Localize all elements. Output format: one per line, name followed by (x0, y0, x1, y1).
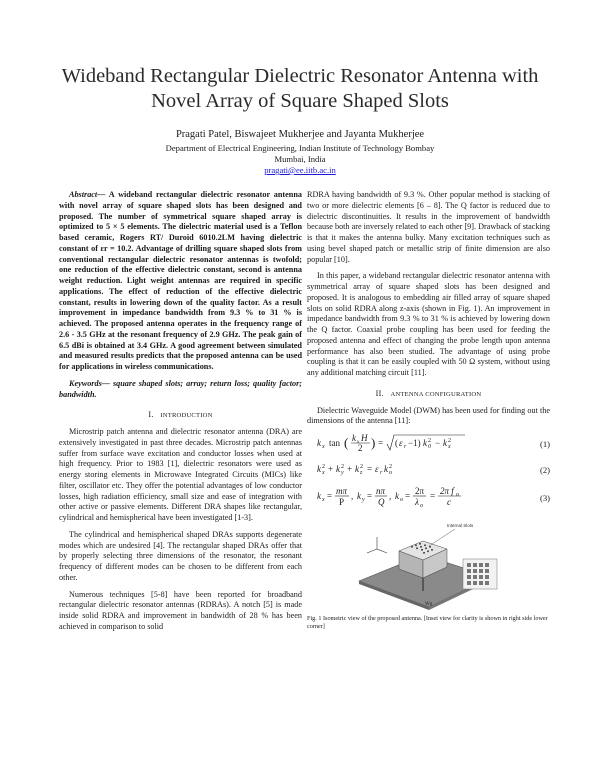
svg-text:−1): −1) (408, 437, 421, 448)
svg-text:k: k (317, 490, 321, 501)
section-heading-antenna-configuration (307, 389, 550, 401)
right-column (307, 190, 550, 631)
svg-text:r: r (404, 443, 407, 450)
intro-paragraph-3: Numerous techniques [5-8] have been reported for broadband rectangular dielectric resonator antennas (RDRAs). A notch [5] is made inside solid RDRA and improvement in bandwidth of 28 % has been achieved in comparison to solid (59, 589, 302, 631)
svg-text:r: r (380, 469, 383, 476)
svg-text:y: y (341, 469, 344, 476)
equation-2-math (315, 458, 485, 480)
authors: Pragati Patel, Biswajeet Mukherjee and Jayanta Mukherjee (175, 129, 425, 140)
svg-text:−: − (435, 437, 441, 448)
svg-text:k: k (336, 463, 340, 474)
equation-2-number: (2) (539, 464, 550, 475)
svg-text:k: k (443, 437, 447, 448)
svg-text:k: k (352, 432, 356, 443)
svg-text:2π f: 2π f (440, 485, 454, 496)
svg-text:2: 2 (428, 437, 431, 444)
svg-text:k: k (317, 463, 321, 474)
svg-text:k: k (317, 437, 321, 448)
svg-text:x: x (322, 443, 325, 450)
svg-text:0: 0 (428, 443, 431, 450)
left-column (59, 190, 302, 639)
right-paragraph-2: In this paper, a wideband rectangular dielectric resonator antenna with symmetrical array of square shaped slots has been designed and proposed. It is analogous to embedding air filled array of square shaped slots on solid RDRA along z-axis (shown in Fig. 1). An improvement in impedance bandwidth from 9.3 % to 31 % is achieved by lowering down the Q factor. Coaxial probe coupling has been used for feeding the proposed antenna and effect of changing the probe length upon antenna performance has also been studied. The advantage of using probe coupling is that it can be easily coupled with 50 Ω system, without using any additional matching circuit [11]. (307, 271, 550, 377)
svg-text:=: = (367, 463, 373, 474)
equation-3 (307, 485, 550, 511)
equation-1-body (307, 432, 522, 457)
section-title: INTRODUCTION (160, 412, 213, 420)
svg-text:(: ( (344, 434, 349, 450)
svg-text:z: z (360, 469, 363, 476)
svg-text:o: o (389, 469, 392, 476)
svg-text:o: o (456, 491, 459, 498)
figure-1 (307, 519, 550, 611)
svg-text:(: ( (395, 437, 398, 448)
svg-text:2: 2 (389, 463, 392, 470)
intro-paragraph-2: The cylindrical and hemispherical shaped DRAs supports degenerate modes which are undesired [4]. The rectangular shaped DRAs offer that by properly selecting three dimensions of the resonator, the resonant frequency of different modes can be chosen to be different from each other. (59, 529, 302, 582)
equation-1-math (315, 432, 485, 454)
equation-3-math (315, 484, 505, 510)
svg-text:): ) (371, 434, 376, 450)
equation-1 (307, 433, 550, 455)
section-title: ANTENNA CONFIGURATION (390, 390, 482, 398)
svg-text:x: x (322, 469, 325, 476)
intro-paragraph-1: Microstrip patch antenna and dielectric resonator antenna (DRA) are extensively investigated in past three decades. Microstrip patch antennas suffer from surface wave excitation and conductor losses when used at high frequency. Prior to 1983 [1], dielectric resonators were used as energy storing elements in Microwave Integrated Circuits (MICs) like filter, oscillator etc. They offer the potential advantages of low conductor losses, high radiation efficiency, small size and ease of integration with other active or passive elements. Different DRA shapes like rectangular, cylindrical and hemispherical have been investigated [1-3]. (59, 427, 302, 522)
right-paragraph-1: RDRA having bandwidth of 9.3 %. Other popular method is stacking of two or more dielectric elements [6 – 8]. The Q factor is reduced due to dielectric discontinuities. It results in the improvement of bandwidth because both are inversely related to each other [9]. Drawback of stacking is that it makes the antenna bulky. Many excitation techniques such as using bevel shaped patch or metallic strip of finite dimension are also popular [10]. (307, 190, 550, 264)
email-link[interactable]: pragati@ee.iitb.ac.in (264, 165, 336, 175)
equation-2 (307, 459, 550, 481)
svg-text:=: = (430, 490, 436, 501)
svg-text:k: k (357, 490, 361, 501)
right-paragraph-3: Dielectric Waveguide Model (DWM) has been used for finding out the dimensions of the antenna [11]: (307, 405, 550, 426)
svg-text:,: , (389, 490, 392, 501)
svg-text:,: , (351, 490, 354, 501)
svg-text:2: 2 (341, 463, 344, 470)
location: Mumbai, India (274, 154, 326, 164)
figure-label-wg: Wg (425, 602, 433, 607)
svg-text:2: 2 (448, 437, 451, 444)
svg-text:H: H (361, 432, 368, 443)
equation-1-number: (1) (539, 438, 550, 449)
svg-text:2: 2 (322, 463, 325, 470)
svg-text:y: y (362, 496, 365, 503)
svg-text:k: k (355, 463, 359, 474)
svg-text:2: 2 (360, 463, 363, 470)
figure-label-internal-slots: Internal Slots (447, 523, 474, 528)
antenna-isometric-figure (307, 519, 550, 611)
svg-text:Q: Q (378, 496, 385, 507)
svg-text:2π: 2π (415, 485, 425, 496)
svg-text:k: k (384, 463, 388, 474)
svg-text:tan: tan (329, 437, 340, 448)
svg-text:ε: ε (399, 437, 403, 448)
equation-2-body (307, 458, 522, 483)
svg-text:x: x (448, 443, 451, 450)
svg-text:2: 2 (358, 442, 363, 453)
affiliation-block (40, 143, 560, 176)
abstract-lead: Abstract— (69, 190, 106, 199)
keywords: Keywords— square shaped slots; array; return loss; quality factor; bandwidth. (59, 378, 302, 399)
svg-text:ε: ε (375, 463, 379, 474)
svg-text:+: + (328, 463, 334, 474)
svg-text:=: = (327, 490, 333, 501)
affiliation: Department of Electrical Engineering, Indian Institute of Technology Bombay (165, 143, 435, 153)
svg-text:k: k (423, 437, 427, 448)
abstract-text: A wideband rectangular dielectric resonator antenna with novel array of square shaped slots has been designed and proposed. The number of symmetrical square shaped array is optimized to 5 × 5 elements. The dielectric material used is a Teflon based ceramic, Rogers RT/ Duroid 6010.2LM having dielectric constant of εr = 10.2. Advantage of drilling square shaped slots from conventional rectangular dielectric resonator antennas is twofold; one reduction of the effective dielectric constant, second is antenna weight reduction. Light weight antennas are required in specific applications. The effect of reduction of the effective dielectric constant, results in lowering down of the quality factor. As a result improvement in impedance bandwidth from 9.3 % to 31 % is achieved. The proposed antenna operates in the frequency range of 2.6 - 3.5 GHz at the resonant frequency of 2.9 GHz. The peak gain of 6.5 dBi is obtained at 3.4 GHz. A good agreement between simulated and measured results predicts that the proposed antenna can be used for applications in wireless communications. (59, 190, 302, 371)
svg-text:λ: λ (415, 496, 419, 507)
paper-title: Wideband Rectangular Dielectric Resonator Antenna with Novel Array of Square Shaped Slots (61, 65, 539, 112)
equation-3-body (307, 484, 522, 513)
svg-text:mπ: mπ (336, 485, 348, 496)
svg-text:x: x (357, 439, 360, 445)
figure-1-caption: Fig. 1 Isometric view of the proposed antenna. [Inset view for clarity is shown in right side lower corner] (307, 615, 548, 630)
section-number: I. (148, 410, 154, 420)
svg-text:nπ: nπ (376, 485, 386, 496)
svg-text:+: + (347, 463, 353, 474)
svg-text:x: x (322, 496, 325, 503)
section-heading-introduction (59, 410, 302, 422)
svg-text:o: o (420, 502, 423, 509)
equation-3-number: (3) (539, 492, 550, 503)
svg-text:=: = (405, 490, 411, 501)
svg-text:c: c (447, 496, 451, 507)
section-number: II. (375, 388, 384, 398)
svg-text:=: = (367, 490, 373, 501)
svg-text:P: P (339, 496, 345, 507)
svg-text:k: k (395, 490, 399, 501)
svg-text:o: o (400, 496, 403, 503)
svg-text:=: = (378, 437, 384, 448)
abstract (59, 190, 302, 373)
